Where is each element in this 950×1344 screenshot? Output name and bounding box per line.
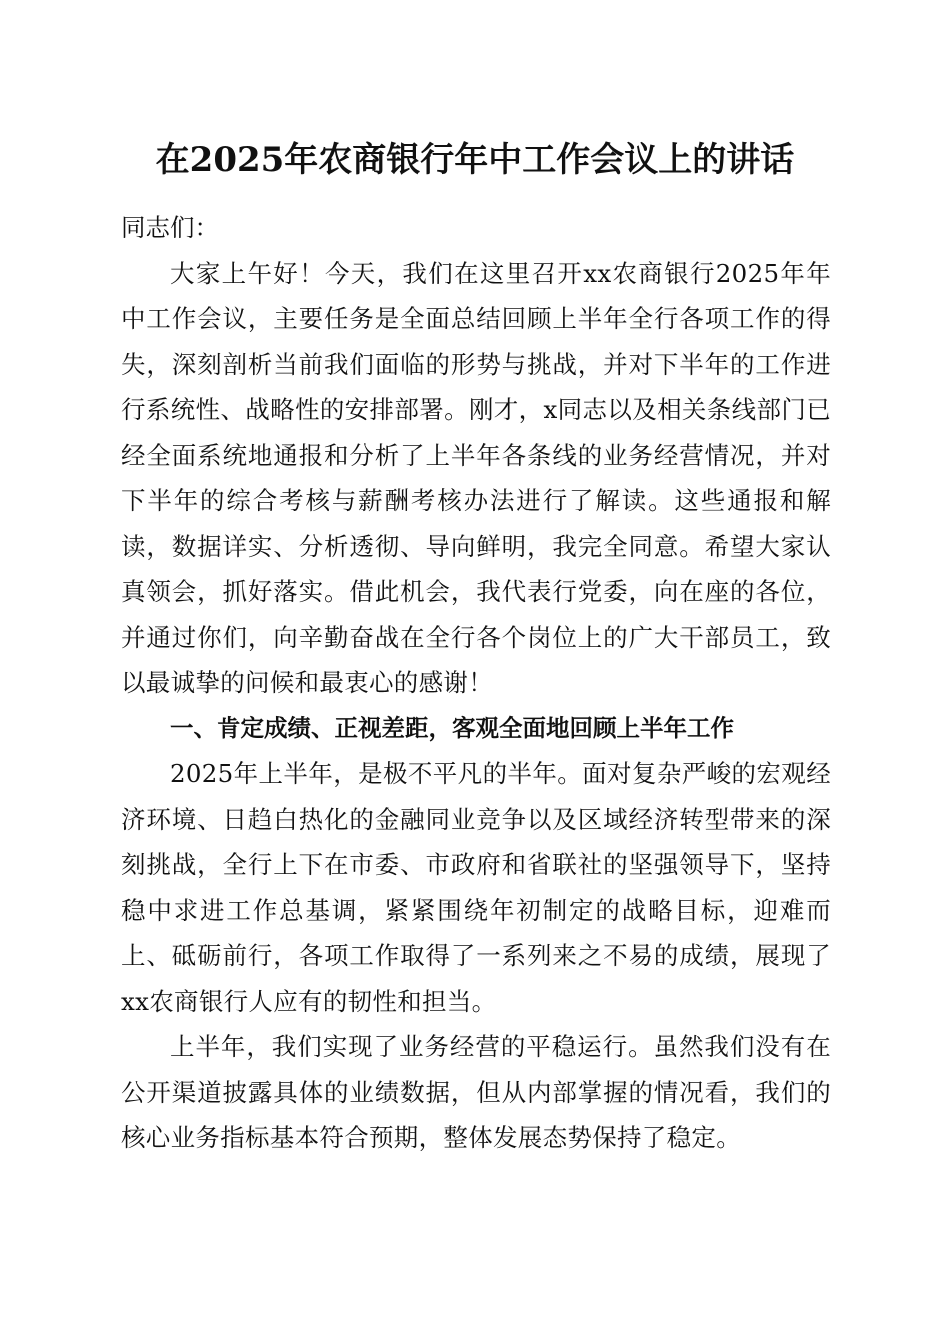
speech-body [121,205,831,1161]
document-title: 在2025年农商银行年中工作会议上的讲话 [155,140,795,180]
salutation: 同志们： [121,213,219,242]
operations-paragraph: 上半年，我们实现了业务经营的平稳运行。虽然我们没有在公开渠道披露具体的业绩数据，但从内部掌握的情况看，我们的核心业务指标基本符合预期，整体发展态势保持了稳定。 [121,1032,831,1152]
opening-paragraph: 大家上午好！今天，我们在这里召开xx农商银行2025年年中工作会议，主要任务是全面总结回顾上半年全行各项工作的得失，深刻剖析当前我们面临的形势与挑战，并对下半年的工作进行系统性、战略性的安排部署。刚才，x同志以及相关条线部门已经全面系统地通报和分析了上半年各条线的业务经营情况，并对下半年的综合考核与薪酬考核办法进行了解读。这些通报和解读，数据详实、分析透彻、导向鲜明，我完全同意。希望大家认真领会，抓好落实。借此机会，我代表行党委，向在座的各位，并通过你们，向辛勤奋战在全行各个岗位上的广大干部员工，致以最诚挚的问候和最衷心的感谢！ [121,258,831,697]
section-heading-1: 一、肯定成绩、正视差距，客观全面地回顾上半年工作 [170,713,734,742]
review-paragraph: 2025年上半年，是极不平凡的半年。面对复杂严峻的宏观经济环境、日趋白热化的金融同业竞争以及区域经济转型带来的深刻挑战，全行上下在市委、市政府和省联社的坚强领导下，坚持稳中求进工作总基调，紧紧围绕年初制定的战略目标，迎难而上、砥砺前行，各项工作取得了一系列来之不易的成绩，展现了xx农商银行人应有的韧性和担当。 [121,759,831,1016]
